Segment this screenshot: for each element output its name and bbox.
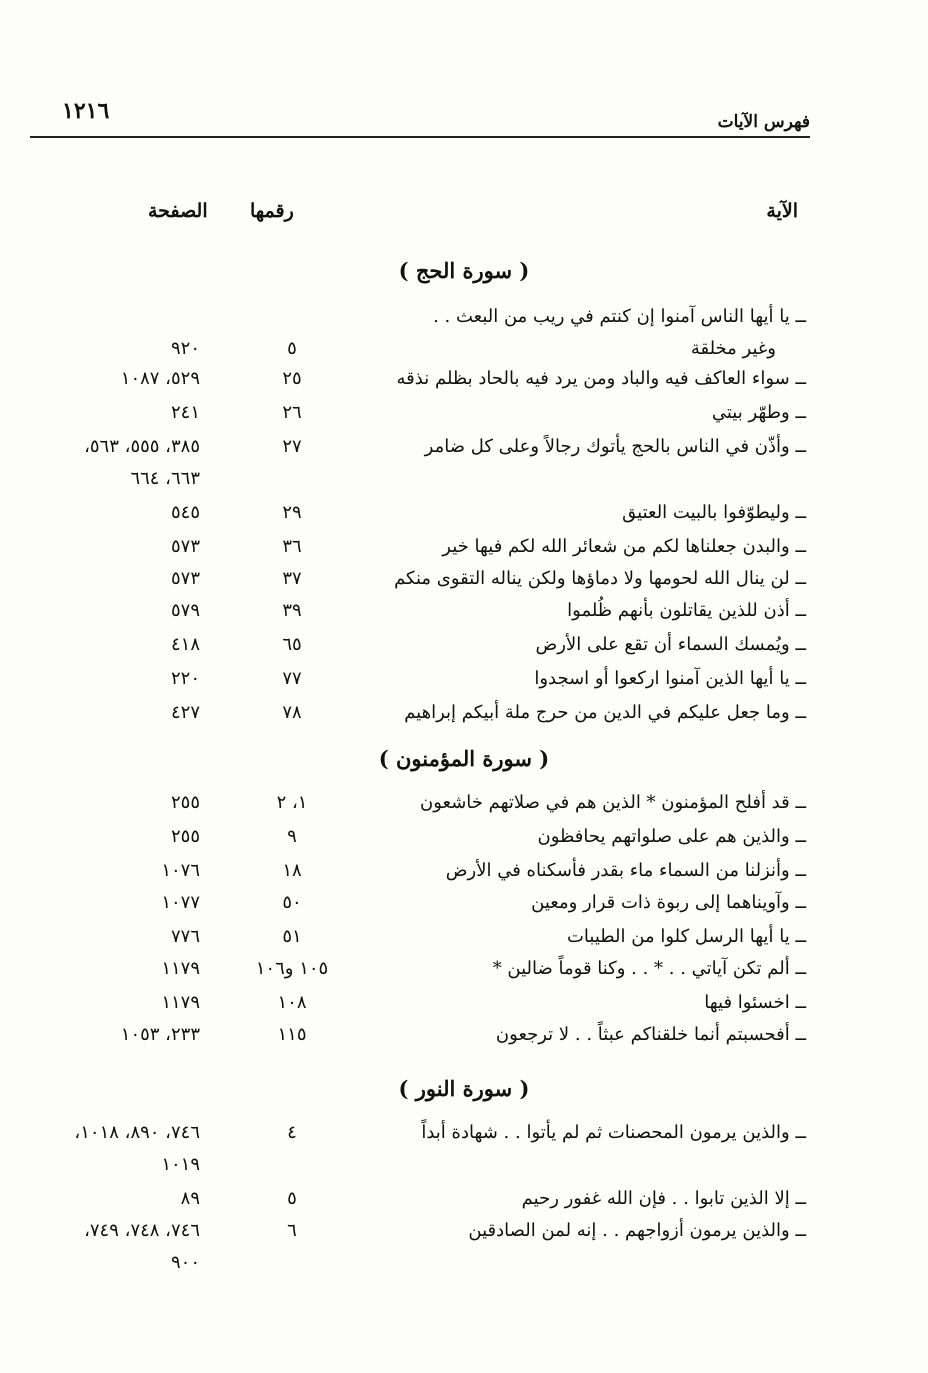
page-references: ٩٠٠ (170, 1252, 200, 1273)
table-row (0, 368, 928, 402)
table-row (0, 502, 928, 536)
table-row (0, 860, 928, 894)
verse-text: ــ أذن للذين يقاتلون بأنهم ظُلموا (567, 600, 806, 621)
page-references: ٣٨٥، ٥٥٥، ٥٦٣، (84, 436, 200, 457)
table-row (0, 792, 928, 826)
table-row (0, 568, 928, 602)
verse-text: ــ وليطوّفوا بالبيت العتيق (622, 502, 806, 523)
verse-number: ٢٦ (282, 402, 302, 423)
page-number: ١٢١٦ (62, 98, 110, 124)
running-title: فهرس الآيات (717, 112, 810, 132)
page-references: ١٠٧٦ (161, 860, 200, 881)
page-references: ٩٢٠ (170, 338, 200, 359)
verse-number: ٥١ (282, 926, 302, 947)
verse-number: ١١٥ (277, 1024, 307, 1045)
table-row (0, 668, 928, 702)
table-row (0, 926, 928, 960)
verse-text: ــ ألم تكن آياتي . . * . . وكنا قوماً ضالين * (492, 958, 806, 979)
verse-number: ٢٧ (282, 436, 302, 457)
verse-number: ٤ (287, 1122, 297, 1143)
page-references: ٧٧٦ (170, 926, 200, 947)
verse-number: ٥ (287, 1188, 297, 1209)
table-row (0, 338, 928, 372)
verse-text: ــ والذين يرمون أزواجهم . . إنه لمن الصادقين (468, 1220, 806, 1241)
verse-text: ــ ويُمسك السماء أن تقع على الأرض (535, 634, 806, 655)
page-references: ٤٢٧ (170, 702, 200, 723)
table-row (0, 402, 928, 436)
table-row (0, 1188, 928, 1222)
table-row (0, 892, 928, 926)
table-row (0, 600, 928, 634)
table-row (0, 536, 928, 570)
table-row (0, 634, 928, 668)
page-references: ١٠٧٧ (161, 892, 200, 913)
verse-text: ــ يا أيها الرسل كلوا من الطيبات (566, 926, 806, 947)
page-references: ٧٤٦، ٧٤٨، ٧٤٩، (84, 1220, 200, 1241)
verse-text: ــ وما جعل عليكم في الدين من حرج ملة أبيكم إبراهيم (404, 702, 806, 723)
page-references: ١٠١٩ (161, 1154, 200, 1175)
page-references: ٥٧٣ (170, 568, 200, 589)
page-references: ٢٥٥ (170, 792, 200, 813)
table-row (0, 1122, 928, 1156)
table-row (0, 436, 928, 470)
verse-text: ــ سواء العاكف فيه والباد ومن يرد فيه بالحاد بظلم نذقه (396, 368, 806, 389)
table-row (0, 958, 928, 992)
table-row (0, 306, 928, 340)
page-references: ٢٣٣، ١٠٥٣ (120, 1024, 200, 1045)
verse-number: ٢٩ (282, 502, 302, 523)
verse-text: ــ اخسئوا فيها (704, 992, 806, 1013)
column-header-verse: الآية (766, 200, 798, 222)
verse-text: ــ وأنزلنا من السماء ماء بقدر فأسكناه في الأرض (445, 860, 806, 881)
verse-text: وغير مخلقة (690, 338, 776, 359)
verse-text: ــ والذين يرمون المحصنات ثم لم يأتوا . . شهادة أبداً (421, 1122, 806, 1143)
verse-number: ١٠٥ و١٠٦ (255, 958, 329, 979)
verse-text: ــ وطهّر بيتي (711, 402, 806, 423)
page-references: ٥٧٣ (170, 536, 200, 557)
table-row (0, 702, 928, 736)
surah-title: ( سورة الحج ) (398, 258, 530, 283)
table-row (0, 468, 928, 502)
page-references: ٥٧٩ (170, 600, 200, 621)
table-row (0, 1220, 928, 1254)
page-references: ٢٥٥ (170, 826, 200, 847)
verse-number: ٢٥ (282, 368, 302, 389)
page-references: ١١٧٩ (161, 992, 200, 1013)
verse-text: ــ وآويناهما إلى ربوة ذات قرار ومعين (531, 892, 806, 913)
verse-number: ٣٧ (282, 568, 302, 589)
verse-text: ــ إلا الذين تابوا . . فإن الله غفور رحيم (521, 1188, 806, 1209)
column-header-page: الصفحة (148, 200, 208, 222)
page-references: ٥٤٥ (170, 502, 200, 523)
table-row (0, 1154, 928, 1188)
table-row (0, 992, 928, 1026)
table-row (0, 826, 928, 860)
verse-text: ــ والذين هم على صلواتهم يحافظون (537, 826, 806, 847)
page-references: ٨٩ (180, 1188, 200, 1209)
verse-text: ــ والبدن جعلناها لكم من شعائر الله لكم فيها خير (442, 536, 806, 557)
verse-number: ٩ (287, 826, 297, 847)
table-row (0, 1252, 928, 1286)
verse-text: ــ يا أيها الناس آمنوا إن كنتم في ريب من البعث . . (433, 306, 806, 327)
page-references: ١١٧٩ (161, 958, 200, 979)
page-references: ٥٢٩، ١٠٨٧ (120, 368, 200, 389)
verse-number: ٧٧ (282, 668, 302, 689)
verse-text: ــ أفحسبتم أنما خلقناكم عبثاً . . لا ترجعون (495, 1024, 806, 1045)
page-header (30, 96, 810, 138)
page-references: ٢٤١ (170, 402, 200, 423)
verse-number: ٦٥ (282, 634, 302, 655)
verse-number: ٦ (287, 1220, 297, 1241)
verse-number: ٥ (287, 338, 297, 359)
verse-text: ــ قد أفلح المؤمنون * الذين هم في صلاتهم خاشعون (420, 792, 806, 813)
verse-number: ١٨ (282, 860, 302, 881)
verse-number: ٣٩ (282, 600, 302, 621)
verse-text: ــ يا أيها الذين آمنوا اركعوا أو اسجدوا (534, 668, 806, 689)
verse-number: ١٠٨ (277, 992, 307, 1013)
verse-number: ١، ٢ (276, 792, 308, 813)
table-row (0, 1024, 928, 1058)
column-header-number: رقمها (250, 200, 294, 222)
page-references: ٧٤٦، ٨٩٠، ١٠١٨، (74, 1122, 200, 1143)
verse-text: ــ لن ينال الله لحومها ولا دماؤها ولكن يناله التقوى منكم (394, 568, 806, 589)
page-references: ٢٢٠ (170, 668, 200, 689)
verse-number: ٣٦ (282, 536, 302, 557)
page-references: ٦٦٣، ٦٦٤ (130, 468, 200, 489)
verse-text: ــ وأذّن في الناس بالحج يأتوك رجالاً وعلى كل ضامر (424, 436, 806, 457)
surah-title: ( سورة المؤمنون ) (378, 746, 550, 771)
verse-number: ٥٠ (282, 892, 302, 913)
page-references: ٤١٨ (170, 634, 200, 655)
surah-title: ( سورة النور ) (398, 1076, 530, 1101)
verse-number: ٧٨ (282, 702, 302, 723)
